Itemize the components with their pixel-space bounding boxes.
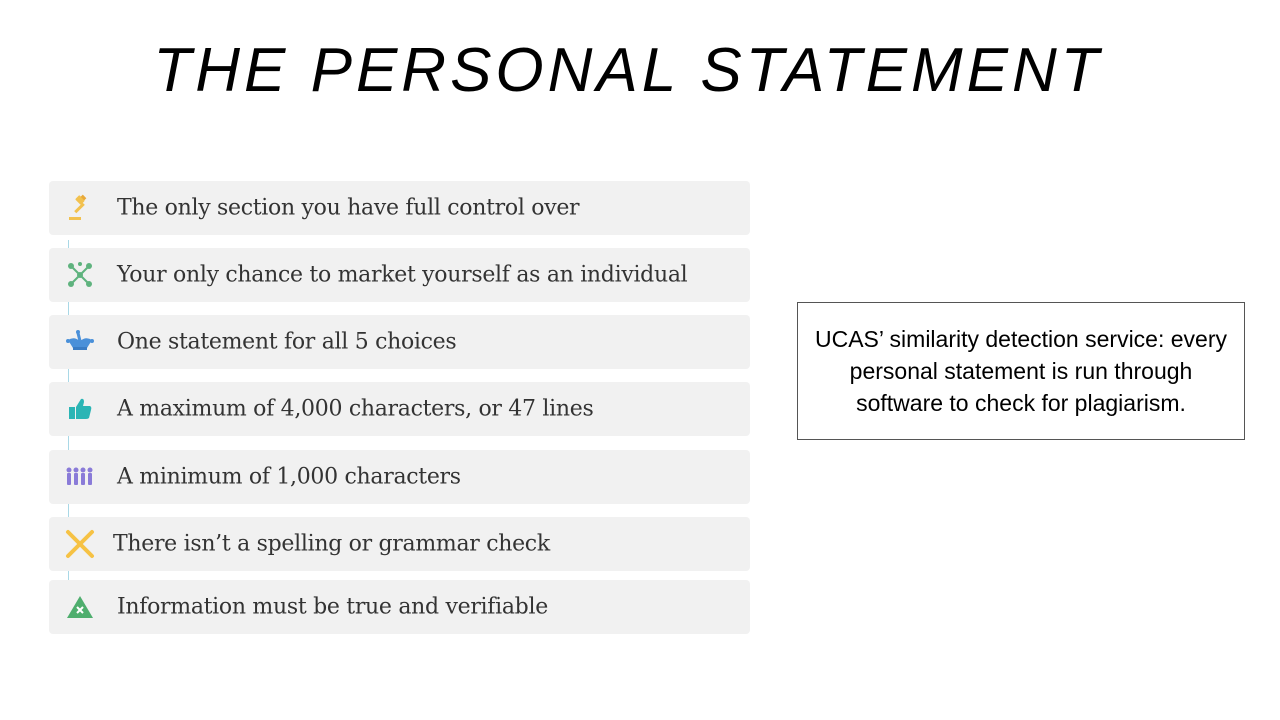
list-item-label: A maximum of 4,000 characters, or 47 lines <box>117 396 594 422</box>
callout-box <box>797 302 1245 440</box>
list-item <box>49 315 750 369</box>
list-item-label: One statement for all 5 choices <box>117 329 457 355</box>
gavel-icon <box>64 192 96 224</box>
thumbs-up-icon <box>64 393 96 425</box>
list-item-label: Information must be true and verifiable <box>117 594 548 620</box>
list-item <box>49 517 750 571</box>
list-item <box>49 248 750 302</box>
list-item-label: Your only chance to market yourself as an individual <box>117 262 688 288</box>
list-item-label: The only section you have full control over <box>117 195 580 221</box>
callout-text: UCAS’ similarity detection service: every personal statement is run through software to check for plagiarism. <box>815 326 1227 416</box>
list-item-label: There isn’t a spelling or grammar check <box>113 531 550 557</box>
list-item <box>49 450 750 504</box>
list-item-label: A minimum of 1,000 characters <box>117 464 461 490</box>
list-item <box>49 382 750 436</box>
people-network-icon <box>64 259 96 291</box>
list-item <box>49 580 750 634</box>
jester-hat-icon <box>64 326 96 358</box>
group-icon <box>64 461 96 493</box>
warning-triangle-icon <box>64 591 96 623</box>
list-item <box>49 181 750 235</box>
slide-title: THE PERSONAL STATEMENT <box>153 36 1103 105</box>
cross-icon <box>64 528 96 560</box>
